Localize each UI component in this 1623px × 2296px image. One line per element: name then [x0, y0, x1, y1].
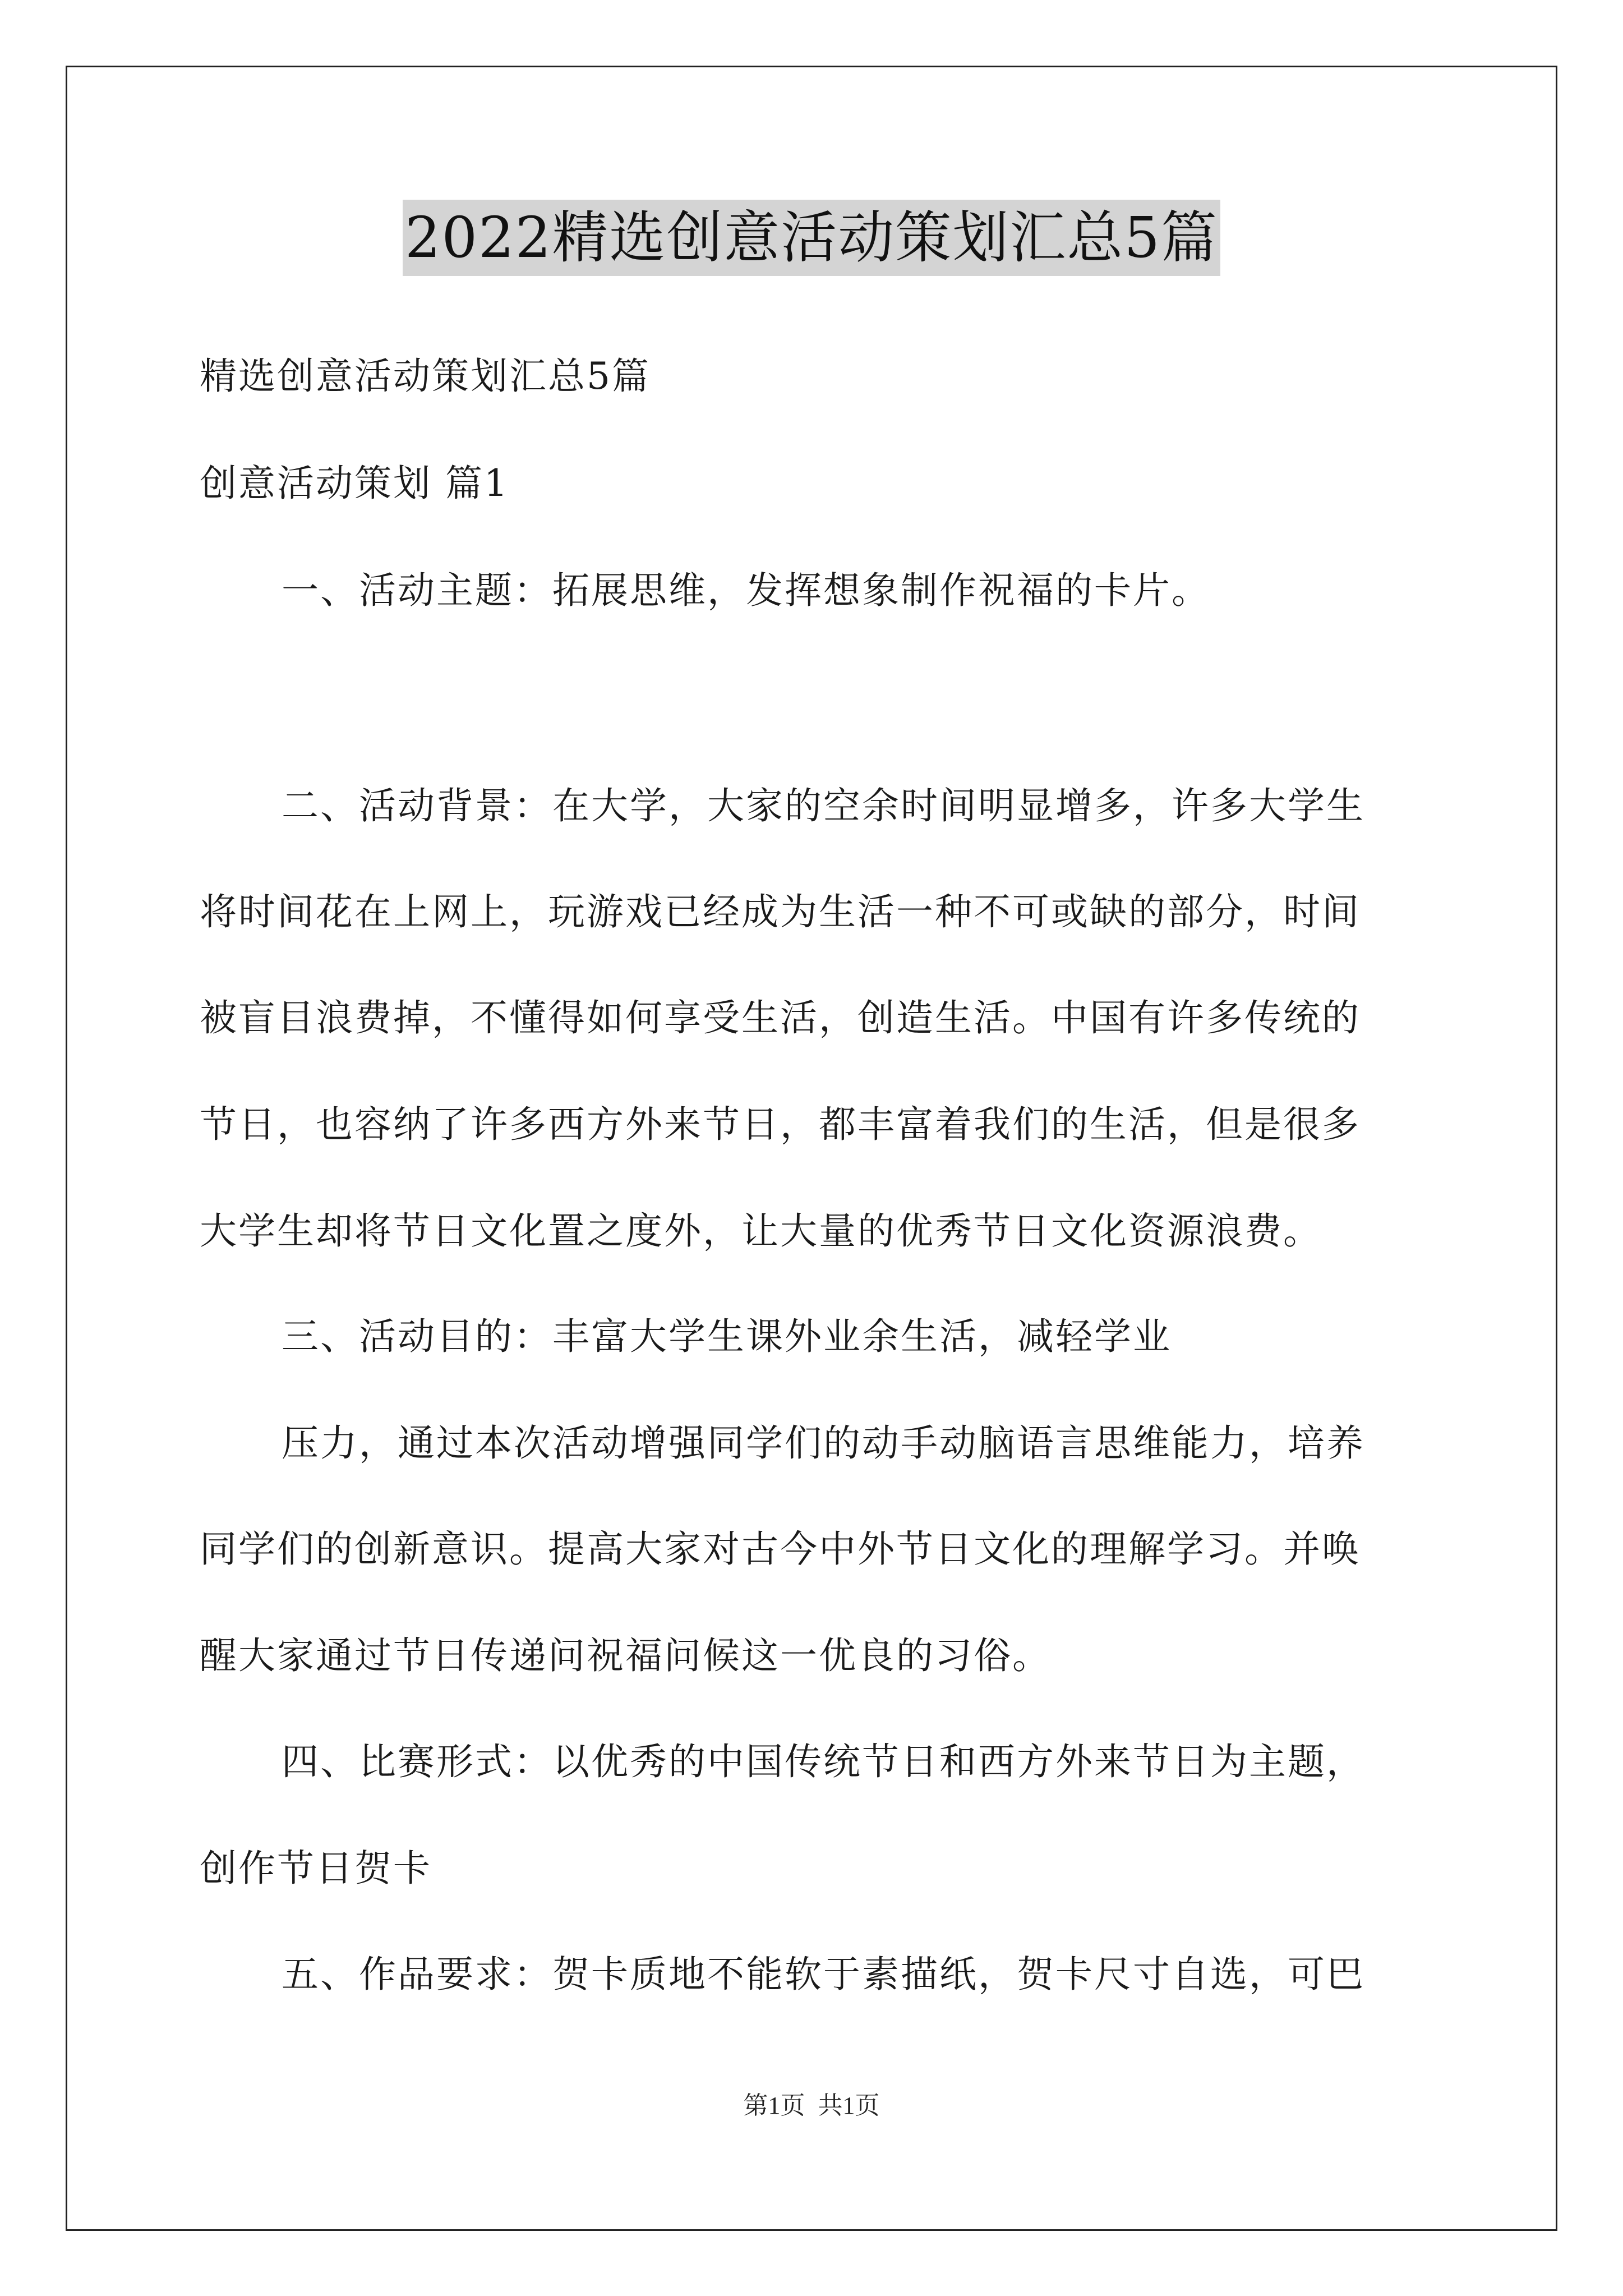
title-container — [0, 200, 1623, 276]
paragraph-line: 被盲目浪费掉，不懂得如何享受生活，创造生活。中国有许多传统的 — [200, 996, 1361, 1039]
subtitle-line: 精选创意活动策划汇总5篇 — [200, 355, 651, 398]
page-total: 共1页 — [818, 2092, 880, 2119]
paragraph-line: 五、作品要求：贺卡质地不能软于素描纸，贺卡尺寸自选，可巴 — [282, 1953, 1365, 1996]
page-footer — [0, 2090, 1623, 2122]
paragraph-line: 四、比赛形式：以优秀的中国传统节日和西方外来节日为主题， — [282, 1740, 1365, 1783]
document-title: 2022精选创意活动策划汇总5篇 — [403, 200, 1220, 276]
paragraph-line: 大学生却将节日文化置之度外，让大量的优秀节日文化资源浪费。 — [200, 1209, 1322, 1253]
page-number: 第1页 — [743, 2092, 805, 2119]
section-heading: 创意活动策划 篇1 — [200, 462, 509, 505]
paragraph-line: 醒大家通过节日传递问祝福问候这一优良的习俗。 — [200, 1634, 1051, 1677]
paragraph-line: 二、活动背景：在大学，大家的空余时间明显增多，许多大学生 — [282, 784, 1365, 827]
paragraph-line: 三、活动目的：丰富大学生课外业余生活，减轻学业 — [282, 1315, 1172, 1358]
paragraph-line: 将时间花在上网上，玩游戏已经成为生活一种不可或缺的部分，时间 — [200, 890, 1361, 933]
paragraph-line: 压力，通过本次活动增强同学们的动手动脑语言思维能力，培养 — [282, 1421, 1365, 1465]
paragraph-line: 一、活动主题：拓展思维，发挥想象制作祝福的卡片。 — [282, 569, 1210, 612]
paragraph-line: 节日，也容纳了许多西方外来节日，都丰富着我们的生活，但是很多 — [200, 1103, 1361, 1146]
paragraph-line: 创作节日贺卡 — [200, 1847, 432, 1890]
paragraph-line: 同学们的创新意识。提高大家对古今中外节日文化的理解学习。并唤 — [200, 1527, 1361, 1571]
